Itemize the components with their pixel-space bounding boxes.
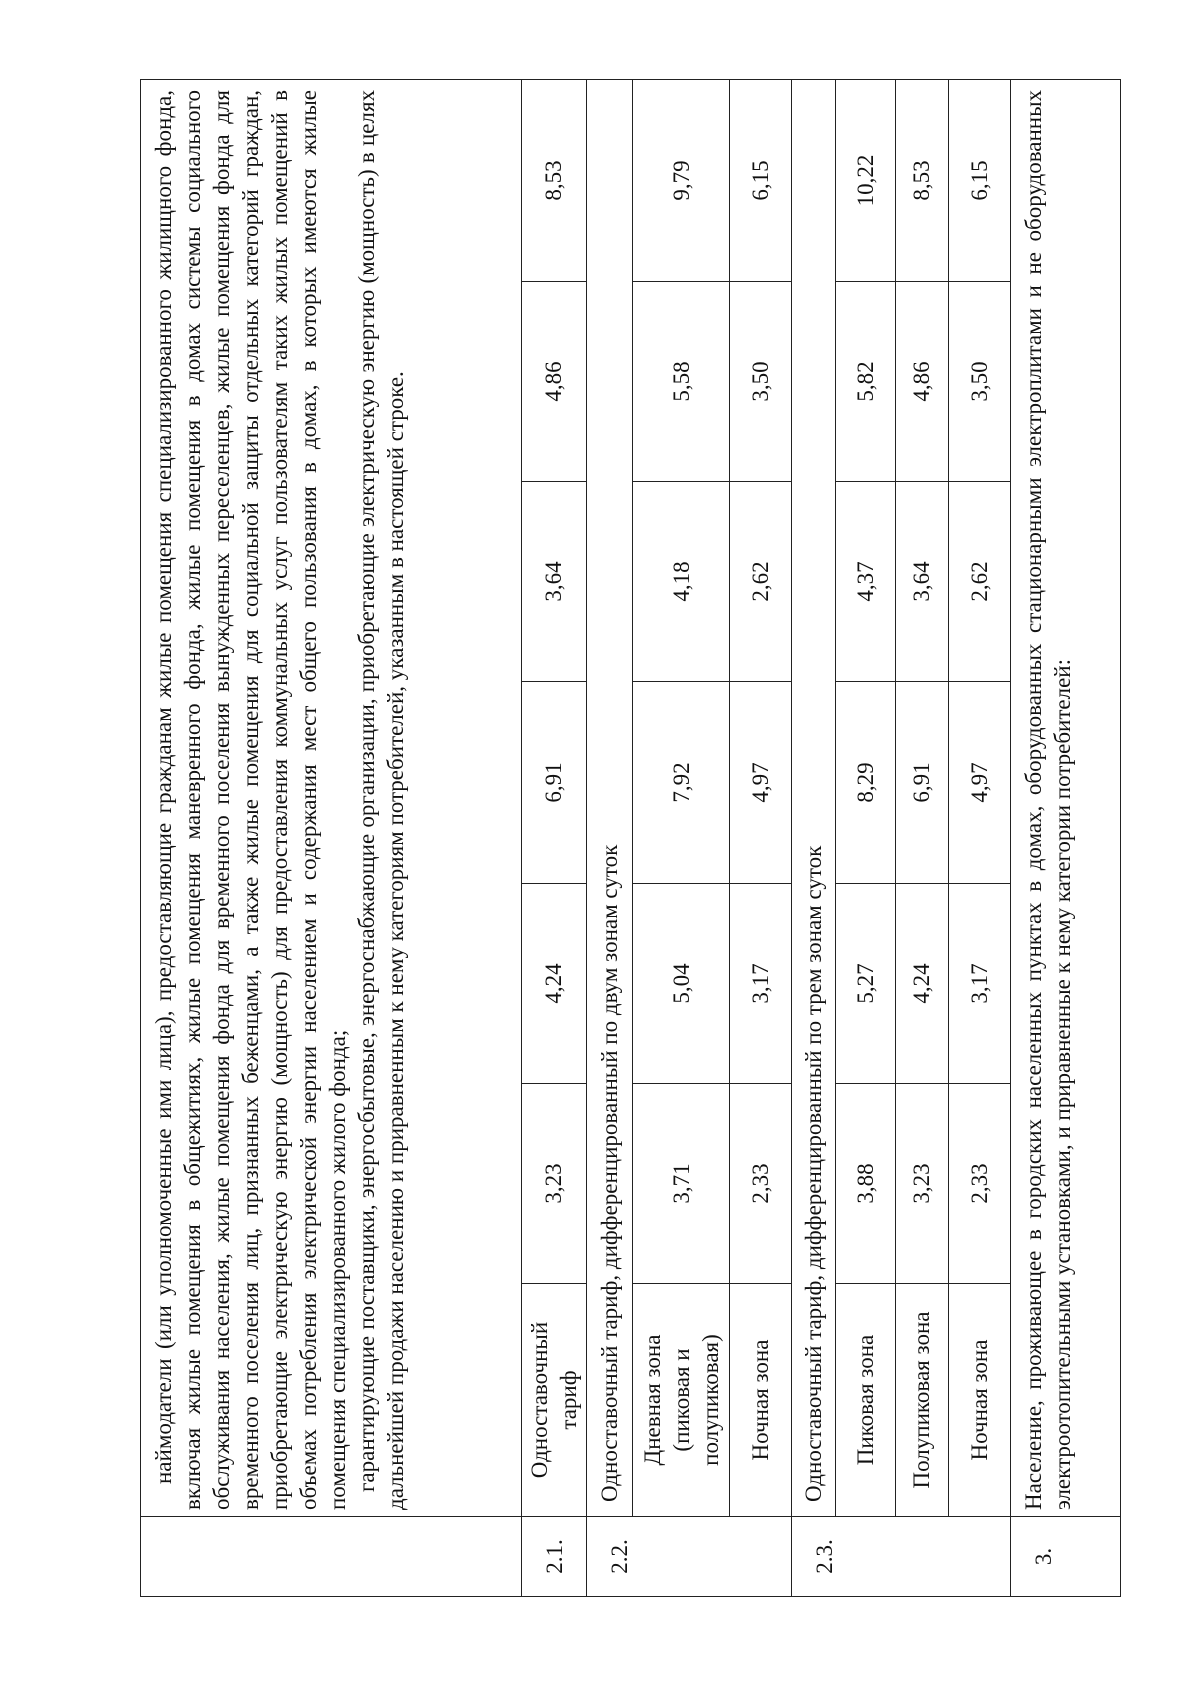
description-paragraph-1: наймодатели (или уполномоченные ими лица), предоставляющие гражданам жилые помещения специализированного жилищного фонда, включая жилые помещения в общежитиях, жилые помещения маневренного фонда, жилые помещения в домах системы социального обслуживания населения, жилые помещения фонда для временного поселения вынужденных переселенцев, жилые помещения фонда для временного поселения лиц, признанных беженцами, а также жилые помещения для социальной защиты отдельных категорий граждан, приобретающие электрическую энергию (мощность) для предоставления коммунальных услуг пользователям таких жилых помещений в объемах потребления электрической энергии населением и содержания мест общего пользования в домах, в которых имеются жилые помещения специализированного жилого фонда; xyxy=(151,89,350,1510)
row-number: 2.1. xyxy=(521,1517,586,1597)
tariff-value: 9,79 xyxy=(633,79,730,281)
tariff-value: 6,91 xyxy=(521,682,586,884)
tariff-value: 4,24 xyxy=(521,884,586,1084)
table-row xyxy=(586,79,632,1596)
tariff-value: 10,22 xyxy=(836,79,896,281)
tariff-value: 2,33 xyxy=(948,1084,1010,1284)
tariff-value: 4,97 xyxy=(948,682,1010,884)
tariff-value: 6,15 xyxy=(948,79,1010,281)
rotated-table-page xyxy=(140,80,1121,1597)
consumer-description-cell xyxy=(141,79,522,1516)
tariff-table xyxy=(140,79,1121,1597)
section-heading: Одноставочный тариф, дифференцированный по двум зонам суток xyxy=(586,79,632,1516)
table-row xyxy=(836,79,896,1596)
tariff-value: 4,97 xyxy=(730,682,792,884)
section-heading: Население, проживающее в городских населенных пунктах в домах, оборудованных стационарными электроплитами и не оборудованных электроотопительными установками, и приравненные к нему категории потребителей: xyxy=(1010,79,1120,1516)
tariff-value: 4,86 xyxy=(895,282,948,482)
tariff-value: 5,58 xyxy=(633,282,730,482)
tariff-value: 4,24 xyxy=(895,884,948,1084)
tariff-label: Пиковая зона xyxy=(836,1284,896,1517)
table-row xyxy=(895,79,948,1596)
table-row xyxy=(730,79,792,1596)
tariff-value: 6,15 xyxy=(730,79,792,281)
tariff-label: Дневная зона (пиковая и полупиковая) xyxy=(633,1284,730,1517)
tariff-value: 4,18 xyxy=(633,482,730,682)
table-row xyxy=(792,79,836,1596)
tariff-value: 6,91 xyxy=(895,682,948,884)
tariff-label: Полупиковая зона xyxy=(895,1284,948,1517)
table-row xyxy=(521,79,586,1596)
tariff-value: 3,64 xyxy=(895,482,948,682)
table-row xyxy=(1010,79,1120,1596)
row-number: 2.3. xyxy=(792,1517,1011,1597)
table-row xyxy=(141,79,522,1596)
tariff-value: 3,88 xyxy=(836,1084,896,1284)
tariff-value: 2,33 xyxy=(730,1084,792,1284)
tariff-value: 7,92 xyxy=(633,682,730,884)
row-number: 3. xyxy=(1010,1517,1120,1597)
tariff-value: 3,23 xyxy=(895,1084,948,1284)
tariff-value: 4,37 xyxy=(836,482,896,682)
tariff-label: Одноставочный тариф xyxy=(521,1284,586,1517)
section-heading: Одноставочный тариф, дифференцированный по трем зонам суток xyxy=(792,79,836,1516)
tariff-value: 8,29 xyxy=(836,682,896,884)
tariff-value: 5,27 xyxy=(836,884,896,1084)
tariff-value: 3,64 xyxy=(521,482,586,682)
description-paragraph-2: гарантирующие поставщики, энергосбытовые, энергоснабжающие организации, приобретающие электрическую энергию (мощность) в целях дальнейшей продажи населению и приравненным к нему категориям потребителей, указанным в настоящей строке. xyxy=(354,89,408,1510)
tariff-label: Ночная зона xyxy=(948,1284,1010,1517)
row-number: 2.2. xyxy=(586,1517,791,1597)
tariff-value: 3,17 xyxy=(730,884,792,1084)
tariff-value: 2,62 xyxy=(948,482,1010,682)
table-row xyxy=(633,79,730,1596)
table-row xyxy=(948,79,1010,1596)
tariff-value: 3,50 xyxy=(730,282,792,482)
tariff-value: 4,86 xyxy=(521,282,586,482)
tariff-value: 3,50 xyxy=(948,282,1010,482)
tariff-value: 5,04 xyxy=(633,884,730,1084)
tariff-value: 2,62 xyxy=(730,482,792,682)
tariff-value: 3,17 xyxy=(948,884,1010,1084)
tariff-value: 8,53 xyxy=(895,79,948,281)
tariff-value: 3,71 xyxy=(633,1084,730,1284)
tariff-value: 5,82 xyxy=(836,282,896,482)
tariff-value: 8,53 xyxy=(521,79,586,281)
tariff-value: 3,23 xyxy=(521,1084,586,1284)
row-number-cell xyxy=(141,1517,522,1597)
tariff-label: Ночная зона xyxy=(730,1284,792,1517)
